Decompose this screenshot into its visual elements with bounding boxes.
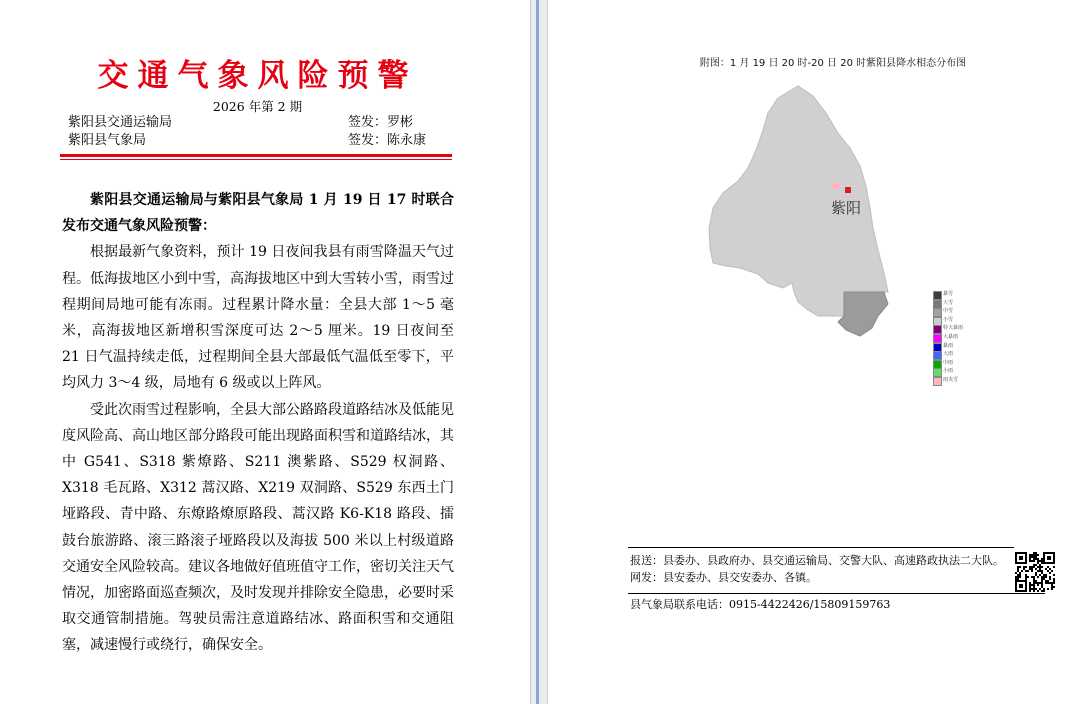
county-seat-marker <box>845 187 851 193</box>
page-gutter <box>530 0 548 704</box>
footer-cc: 网发：县安委办、县交安委办、各镇。 <box>630 571 817 584</box>
rain-snow-mix-point <box>832 182 840 190</box>
header-rule-thick <box>60 154 452 157</box>
legend-item <box>933 359 993 368</box>
legend-item <box>933 316 993 325</box>
impact-paragraph: 受此次雨雪过程影响，全县大部公路路段道路结冰及低能见度风险高、高山地区部分路段可能出现路面积雪和道路结冰，其中 G541、S318 紫燎路、S211 澳紫路、S529 权洞路、X318 毛瓦路、X312 蒿汉路、X219 双洞路、S529 东西土门垭路段、青中路、东燎路燎原路段、蒿汉路 K6-K18 路段、擂鼓台旅游路、滚三路滚子垭路段以及海拔 500 米以上村级道路交通安全风险较高。建议各地做好值班值守工作，密切关注天气情况，加密路面巡查频次，及时发现并排除安全隐患，必要时采取交通管制措施。驾驶员需注意道路结冰、路面积雪和交通阻塞，减速慢行或绕行，确保安全。 <box>62 401 454 654</box>
lead-paragraph: 紫阳县交通运输局与紫阳县气象局 1 月 19 日 17 时联合发布交通气象风险预警： <box>62 192 454 235</box>
legend-item <box>933 376 993 385</box>
footer-report-to: 报送：县委办、县政府办、县交通运输局、交警大队、高速路政执法二大队。 <box>630 554 1004 567</box>
legend-label: 雨夹雪 <box>943 376 959 383</box>
document-title: 交通气象风险预警 <box>97 58 418 94</box>
legend-label: 小雨 <box>943 368 954 375</box>
issuer-org: 紫阳县交通运输局 <box>68 115 173 130</box>
forecast-paragraph: 根据最新气象资料，预计 19 日夜间我县有雨雪降温天气过程。低海拔地区小到中雪，高海拔地区中到大雪转小雪，雨雪过程期间局地可能有冻雨。过程累计降水量：全县大部 1～5 毫米，高海拔地区新增积雪深度可达 2～5 厘米。19 日夜间至 21 日气温持续走低，过程期间全县大部最低气温低至零下，平均风力 3～4 级，局地有 6 级或以上阵风。 <box>62 244 454 392</box>
legend-label: 暴雪 <box>943 291 954 297</box>
issuer-signatory: 签发：罗彬 <box>348 115 414 130</box>
precipitation-phase-map <box>698 78 918 338</box>
legend-label: 小雪 <box>943 316 954 323</box>
legend-item <box>933 299 993 308</box>
legend-item <box>933 350 993 359</box>
map-legend <box>933 290 993 385</box>
legend-item <box>933 307 993 316</box>
legend-label: 大雨 <box>943 351 954 358</box>
document-page-right <box>548 0 1080 704</box>
legend-label: 中雨 <box>943 359 954 366</box>
issue-number: 2026 年第 2 期 <box>212 99 303 114</box>
legend-label: 中雪 <box>943 308 954 315</box>
document-body <box>62 187 454 659</box>
issuer-org: 紫阳县气象局 <box>68 133 147 148</box>
gutter-divider <box>536 0 539 704</box>
document-page-left <box>0 0 530 704</box>
issuer-signatory: 签发：陈永康 <box>348 133 427 148</box>
map-caption: 附图：1 月 19 日 20 时-20 日 20 时紫阳县降水相态分布图 <box>699 58 967 69</box>
legend-item <box>933 324 993 333</box>
legend-item <box>933 367 993 376</box>
legend-label: 大雪 <box>943 299 954 306</box>
legend-label: 特大暴雨 <box>943 325 964 332</box>
legend-item <box>933 290 993 299</box>
contact-phone: 县气象局联系电话：0915-4422426/15809159763 <box>630 598 891 611</box>
legend-item <box>933 333 993 342</box>
footer-rule-top <box>628 547 1014 548</box>
place-label: 紫阳 <box>831 199 862 217</box>
legend-label: 大暴雨 <box>943 333 959 340</box>
qr-code <box>1015 552 1055 592</box>
footer-rule-bottom <box>628 593 1045 594</box>
legend-label: 暴雨 <box>943 342 954 349</box>
county-region-light-snow <box>709 86 888 316</box>
legend-swatch <box>933 377 942 386</box>
heavy-snow-zone <box>838 292 888 336</box>
header-rule-thin <box>60 159 452 160</box>
legend-item <box>933 342 993 351</box>
